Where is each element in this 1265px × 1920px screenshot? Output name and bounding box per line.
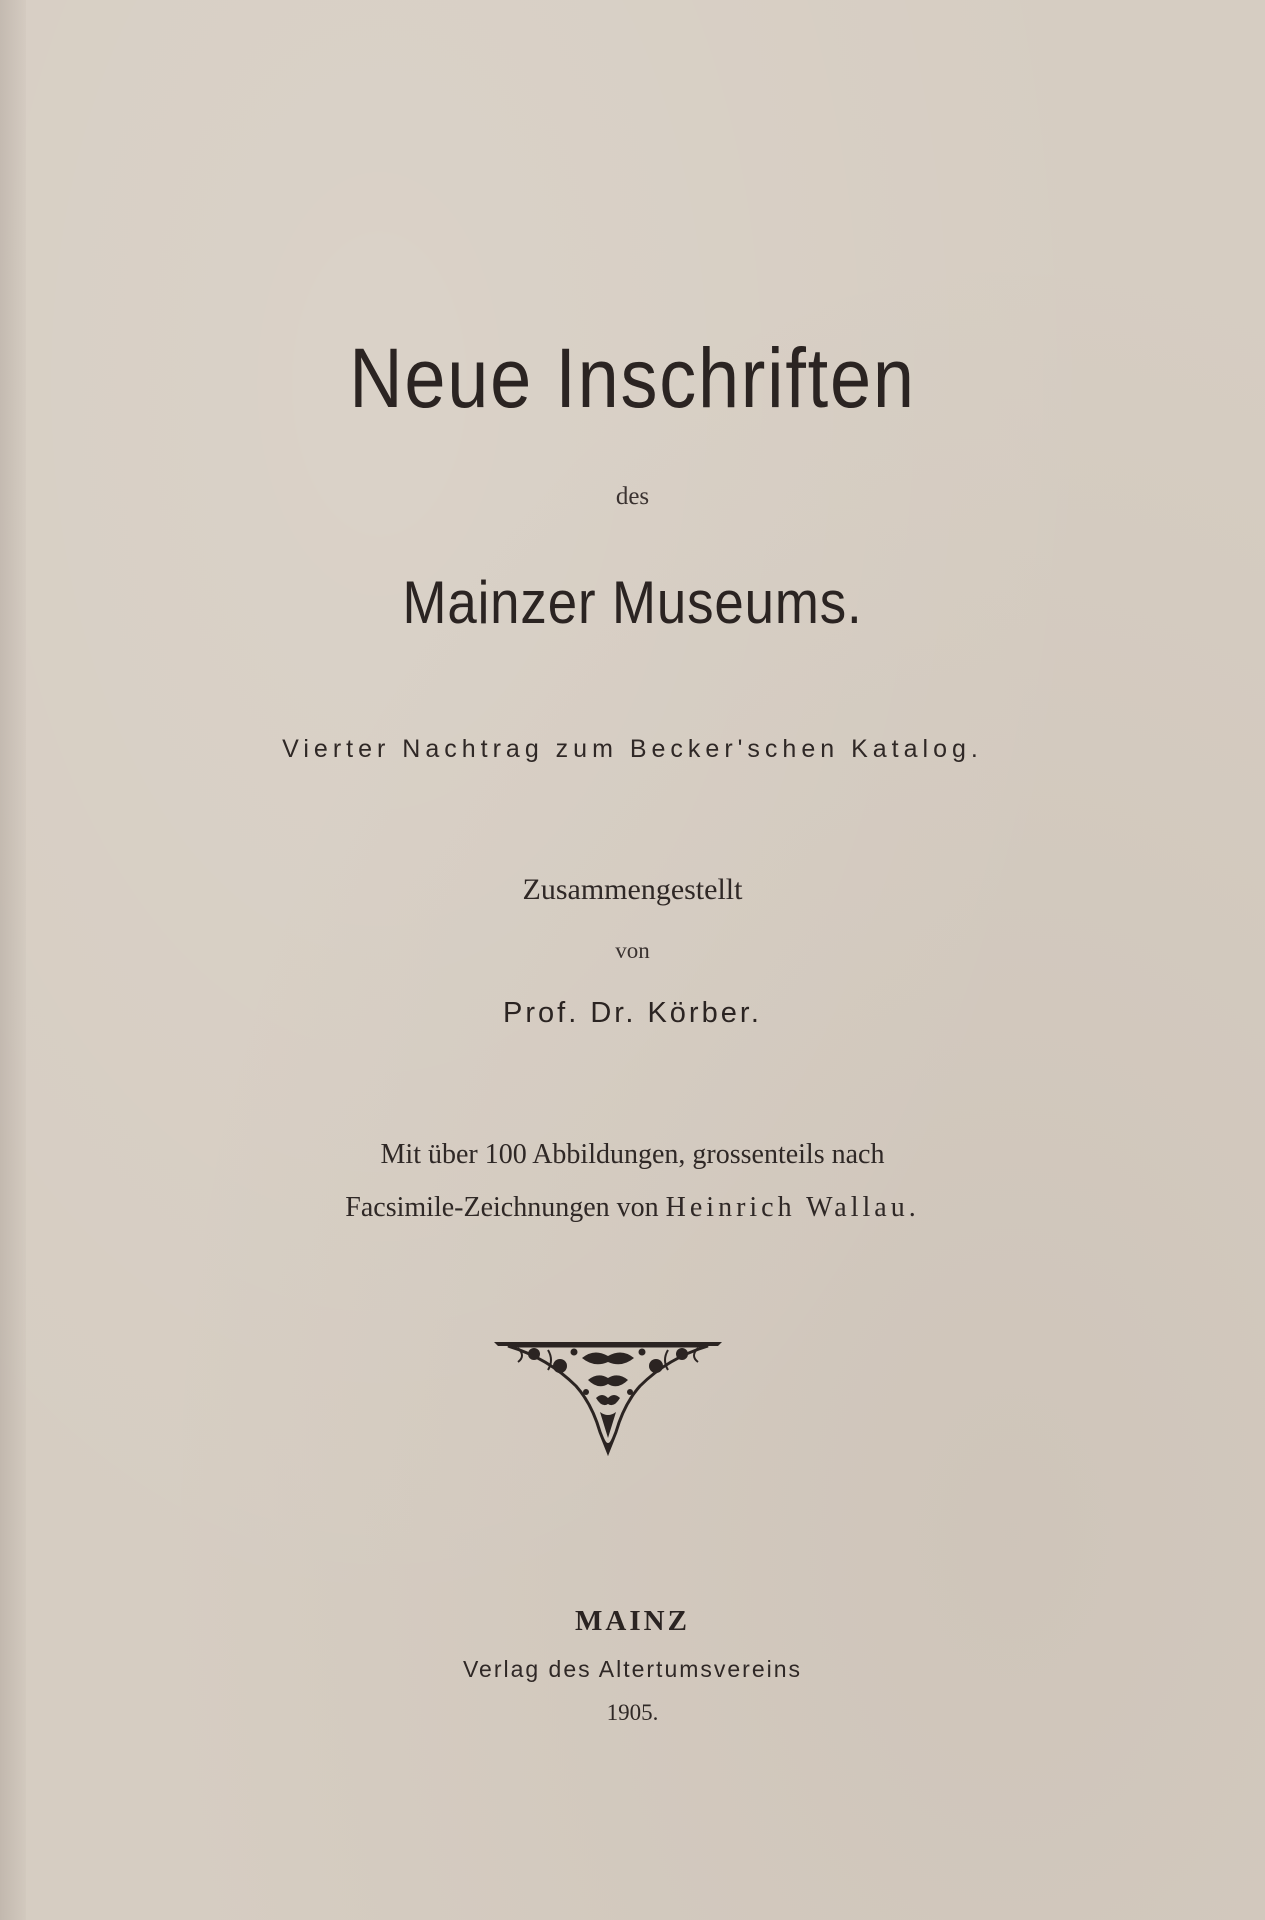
author-name: Prof. Dr. Körber. bbox=[503, 997, 762, 1029]
publication-place: MAINZ bbox=[575, 1605, 690, 1637]
publication-year: 1905. bbox=[606, 1700, 659, 1725]
compiled-label: Zusammengestellt bbox=[522, 873, 743, 906]
illustrations-note-prefix: Facsimile-Zeichnungen von bbox=[345, 1192, 666, 1223]
illustrations-note-line-2 bbox=[0, 1192, 1265, 1224]
title-connector: des bbox=[615, 483, 650, 510]
publisher-name: Verlag des Altertumsvereins bbox=[462, 1656, 803, 1682]
by-label: von bbox=[615, 938, 650, 963]
book-title: Neue Inschriften bbox=[349, 331, 916, 425]
supplement-note: Vierter Nachtrag zum Becker'schen Katalog. bbox=[282, 735, 983, 763]
illustrations-note-line-1: Mit über 100 Abbildungen, grossenteils nach bbox=[380, 1139, 885, 1170]
floral-vignette-icon bbox=[488, 1328, 728, 1456]
illustrator-name: Heinrich Wallau. bbox=[665, 1192, 920, 1223]
book-subtitle: Mainzer Museums. bbox=[402, 569, 863, 636]
